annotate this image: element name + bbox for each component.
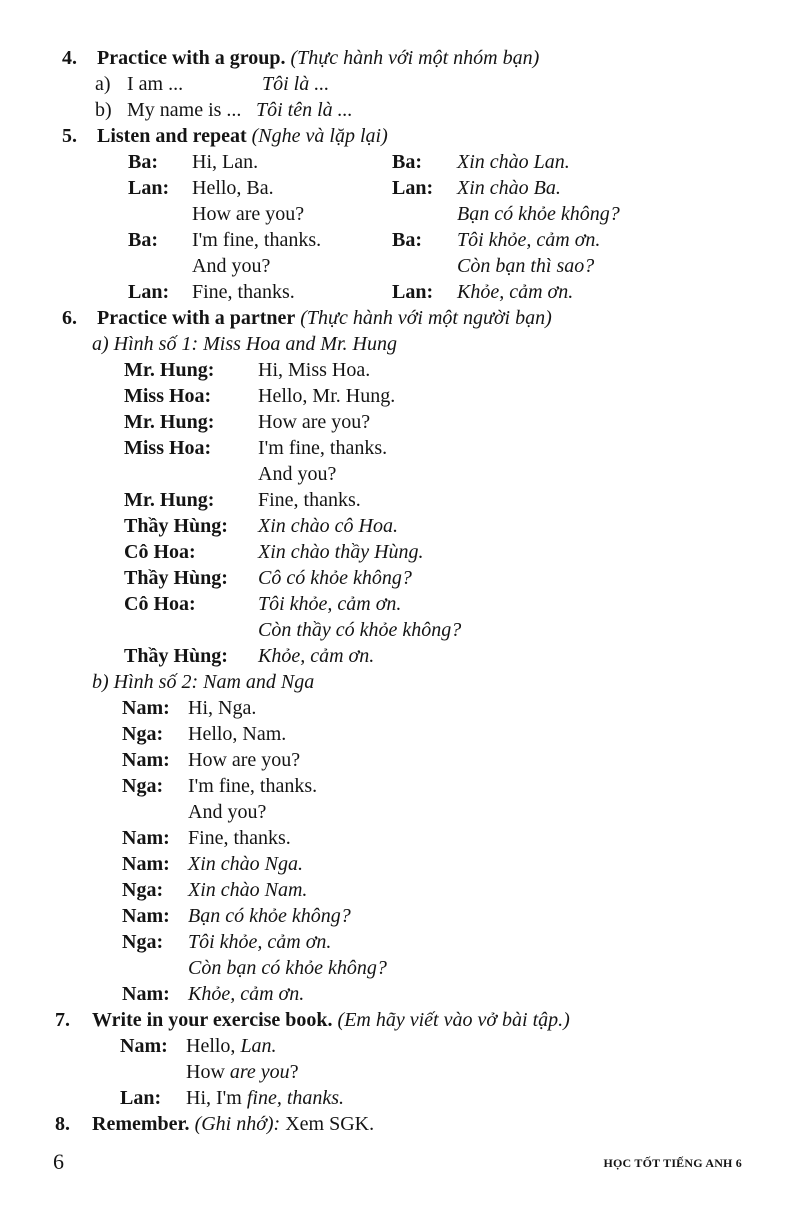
exercise-given-text: ? [289,1061,299,1083]
exercise-given-text: Hello, [186,1035,241,1057]
speaker-label: Lan: [392,281,434,303]
dialogue-line: Hello, Nam. [188,723,287,745]
dialogue-line: And you? [188,801,267,823]
dialogue-line-vi: Bạn có khỏe không? [188,905,351,927]
speaker-label: Thầy Hùng: [124,645,228,667]
speaker-label: Nam: [122,983,170,1005]
dialogue-line: I'm fine, thanks. [258,437,388,459]
section-5-heading [97,124,388,148]
section-6-heading [97,306,552,330]
dialogue-line-en: Hello, Ba. [192,177,274,199]
section-7-title: Write in your exercise book. [92,1009,333,1031]
exercise-line [186,1086,344,1110]
speaker-label: Cô Hoa: [124,593,196,615]
section-8-number: 8. [55,1113,70,1135]
speaker-label: Mr. Hung: [124,411,215,433]
exercise-given-text: Hi, I'm [186,1087,247,1109]
speaker-label: Lan: [128,281,170,303]
dialogue-line-en: I'm fine, thanks. [192,229,322,251]
dialogue-line-vi: Bạn có khỏe không? [457,203,620,225]
item-a-english: I am ... [127,73,184,95]
dialogue-line-vi: Xin chào Lan. [457,151,570,173]
section-5-translation: (Nghe và lặp lại) [251,125,388,147]
item-b-vietnamese: Tôi tên là ... [256,99,353,121]
dialogue-line-vi: Xin chào Nga. [188,853,303,875]
dialogue-line-vi: Xin chào thầy Hùng. [258,541,424,563]
speaker-label: Nga: [122,775,164,797]
speaker-label: Mr. Hung: [124,359,215,381]
speaker-label: Ba: [392,229,422,251]
dialogue-line-vi: Xin chào cô Hoa. [258,515,398,537]
section-6-title: Practice with a partner [97,307,296,329]
item-a-label: a) [95,73,111,95]
dialogue-line-vi: Tôi khỏe, cảm ơn. [457,229,601,251]
dialogue-line-vi: Khỏe, cảm ơn. [258,645,375,667]
page-number: 6 [53,1149,64,1174]
dialogue-line-vi: Tôi khỏe, cảm ơn. [188,931,332,953]
dialogue-line: How are you? [188,749,301,771]
dialogue-line: How are you? [258,411,371,433]
part-b-heading: b) Hình số 2: Nam and Nga [92,671,315,693]
dialogue-line-vi: Tôi khỏe, cảm ơn. [258,593,402,615]
dialogue-line-en: Hi, Lan. [192,151,259,173]
part-a-heading: a) Hình số 1: Miss Hoa and Mr. Hung [92,333,397,355]
speaker-label: Ba: [128,151,158,173]
speaker-label: Miss Hoa: [124,437,212,459]
dialogue-line-en: How are you? [192,203,305,225]
dialogue-line-vi: Cô có khỏe không? [258,567,412,589]
speaker-label: Nam: [122,853,170,875]
dialogue-line-en: And you? [192,255,271,277]
section-4-title: Practice with a group. [97,47,286,69]
item-b-label: b) [95,99,112,121]
dialogue-line-vi: Xin chào Ba. [457,177,561,199]
exercise-answer-text: are you [229,1061,290,1083]
section-4-number: 4. [62,47,77,69]
section-5-number: 5. [62,125,77,147]
section-6-translation: (Thực hành với một người bạn) [300,307,552,329]
speaker-label: Cô Hoa: [124,541,196,563]
speaker-label: Lan: [128,177,170,199]
dialogue-line-vi: Còn bạn có khỏe không? [188,957,387,979]
speaker-label: Lan: [120,1087,162,1109]
dialogue-line: Fine, thanks. [188,827,291,849]
speaker-label: Mr. Hung: [124,489,215,511]
dialogue-line-vi: Còn bạn thì sao? [457,255,595,277]
speaker-label: Lan: [392,177,434,199]
exercise-answer-text: fine, thanks. [246,1087,345,1109]
exercise-line [186,1060,299,1084]
book-title-footer: HỌC TỐT TIẾNG ANH 6 [603,1156,742,1170]
dialogue-line: Hello, Mr. Hung. [258,385,396,407]
section-8-text: Xem SGK. [285,1113,375,1135]
speaker-label: Nga: [122,879,164,901]
section-4-translation: (Thực hành với một nhóm bạn) [290,47,540,69]
dialogue-line: And you? [258,463,337,485]
section-5-title: Listen and repeat [97,125,247,147]
section-7-translation: (Em hãy viết vào vở bài tập.) [337,1009,570,1031]
dialogue-line: Hi, Miss Hoa. [258,359,371,381]
exercise-given-text: How [186,1061,230,1083]
dialogue-line-vi: Khỏe, cảm ơn. [188,983,305,1005]
speaker-label: Nga: [122,931,164,953]
dialogue-line: I'm fine, thanks. [188,775,318,797]
speaker-label: Thầy Hùng: [124,515,228,537]
dialogue-line: Hi, Nga. [188,697,257,719]
exercise-answer-text: Lan. [240,1035,277,1057]
section-7-heading [92,1008,570,1032]
dialogue-line-vi: Khỏe, cảm ơn. [457,281,574,303]
section-8-heading [92,1112,374,1136]
speaker-label: Miss Hoa: [124,385,212,407]
speaker-label: Nam: [122,697,170,719]
dialogue-line-vi: Xin chào Nam. [188,879,308,901]
section-4-heading [97,46,539,70]
dialogue-line: Fine, thanks. [258,489,361,511]
speaker-label: Ba: [128,229,158,251]
dialogue-line-vi: Còn thầy có khỏe không? [258,619,462,641]
item-b-english: My name is ... [127,99,242,121]
section-8-translation: (Ghi nhớ): [194,1113,281,1135]
speaker-label: Nam: [122,749,170,771]
speaker-label: Nga: [122,723,164,745]
speaker-label: Nam: [120,1035,168,1057]
section-8-title: Remember. [92,1113,190,1135]
speaker-label: Thầy Hùng: [124,567,228,589]
item-a-vietnamese: Tôi là ... [262,73,330,95]
section-7-number: 7. [55,1009,70,1031]
speaker-label: Nam: [122,827,170,849]
section-6-number: 6. [62,307,77,329]
speaker-label: Ba: [392,151,422,173]
exercise-line [186,1034,277,1058]
dialogue-line-en: Fine, thanks. [192,281,295,303]
speaker-label: Nam: [122,905,170,927]
